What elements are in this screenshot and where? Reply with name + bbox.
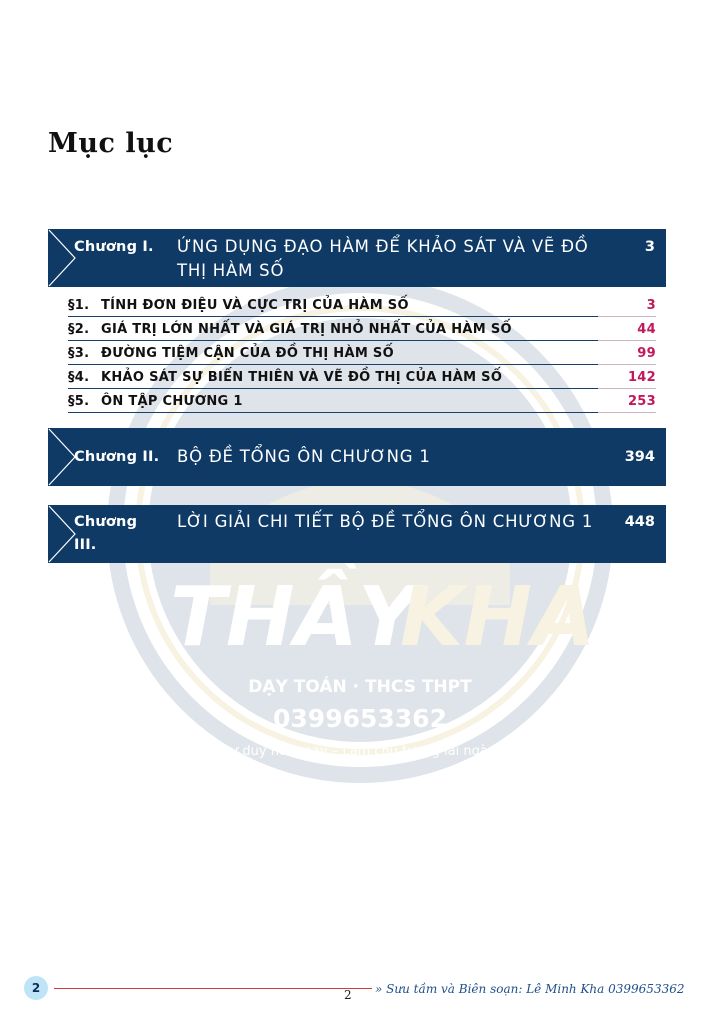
section-rule (68, 388, 598, 389)
chevron-right-icon (48, 505, 76, 563)
chapter-page: 394 (624, 449, 655, 465)
chevron-right-icon (48, 229, 76, 287)
watermark-tagline: DẠY TOÁN · THCS THPT (248, 677, 472, 697)
section-number: §2. (68, 322, 90, 337)
chapter-label: Chương II. (74, 449, 160, 465)
footer-credit: » Sưu tầm và Biên soạn: Lê Minh Kha 0399653362 (375, 982, 685, 996)
section-rule (68, 340, 598, 341)
section-number: §5. (68, 394, 90, 409)
section-page: 3 (646, 298, 656, 313)
chapter-label: Chương III. (74, 514, 138, 553)
section-rule (68, 316, 598, 317)
chapter-page: 3 (644, 239, 655, 255)
footer-rule (54, 988, 372, 989)
chapter-name: LỜI GIẢI CHI TIẾT BỘ ĐỀ TỔNG ÔN CHƯƠNG 1 (177, 512, 594, 531)
chapter-label: Chương I. (74, 239, 154, 255)
footer-page-number: 2 (344, 988, 352, 1002)
section-page: 142 (627, 370, 656, 385)
section-number: §3. (68, 346, 90, 361)
toc-section-2[interactable] (68, 319, 656, 342)
watermark-brand-1: THẦY (170, 570, 418, 665)
chevron-right-icon (48, 428, 76, 486)
section-rule-end (598, 388, 656, 389)
section-number: §1. (68, 298, 90, 313)
section-rule-end (598, 316, 656, 317)
section-rule-end (598, 364, 656, 365)
chapter-name: ỨNG DỤNG ĐẠO HÀM ĐỂ KHẢO SÁT VÀ VẼ ĐỒ THỊ HÀM SỐ (177, 237, 589, 280)
section-rule (68, 412, 598, 413)
section-rule (68, 364, 598, 365)
toc-chapter-1[interactable] (48, 229, 666, 287)
toc-section-3[interactable] (68, 343, 656, 366)
section-rule-end (598, 340, 656, 341)
section-page: 253 (627, 394, 656, 409)
section-name: GIÁ TRỊ LỚN NHẤT VÀ GIÁ TRỊ NHỎ NHẤT CỦA HÀM SỐ (101, 322, 512, 337)
section-name: TÍNH ĐƠN ĐIỆU VÀ CỰC TRỊ CỦA HÀM SỐ (101, 298, 409, 313)
section-page: 99 (637, 346, 656, 361)
section-number: §4. (68, 370, 90, 385)
chapter-page: 448 (624, 514, 655, 530)
toc-section-1[interactable] (68, 295, 656, 318)
toc-chapter-3[interactable] (48, 505, 666, 563)
watermark-brand-2: KHA (400, 570, 596, 665)
chapter-name: BỘ ĐỀ TỔNG ÔN CHƯƠNG 1 (177, 447, 431, 466)
section-name: KHẢO SÁT SỰ BIẾN THIÊN VÀ VẼ ĐỒ THỊ CỦA HÀM SỐ (101, 370, 503, 385)
section-page: 44 (637, 322, 656, 337)
toc-section-4[interactable] (68, 367, 656, 390)
section-name: ĐƯỜNG TIỆM CẬN CỦA ĐỒ THỊ HÀM SỐ (101, 346, 394, 361)
section-rule-end (598, 412, 656, 413)
toc-chapter-2[interactable] (48, 428, 666, 486)
watermark-slogan: Rèn tư duy hôm nay – Làm chủ tương lai ngày mai (196, 744, 524, 759)
toc-section-5[interactable] (68, 391, 656, 414)
page-title: Mục lục (48, 128, 174, 159)
watermark-phone: 0399653362 (273, 704, 447, 733)
section-name: ÔN TẬP CHƯƠNG 1 (101, 394, 243, 409)
page-badge: 2 (24, 976, 48, 1000)
